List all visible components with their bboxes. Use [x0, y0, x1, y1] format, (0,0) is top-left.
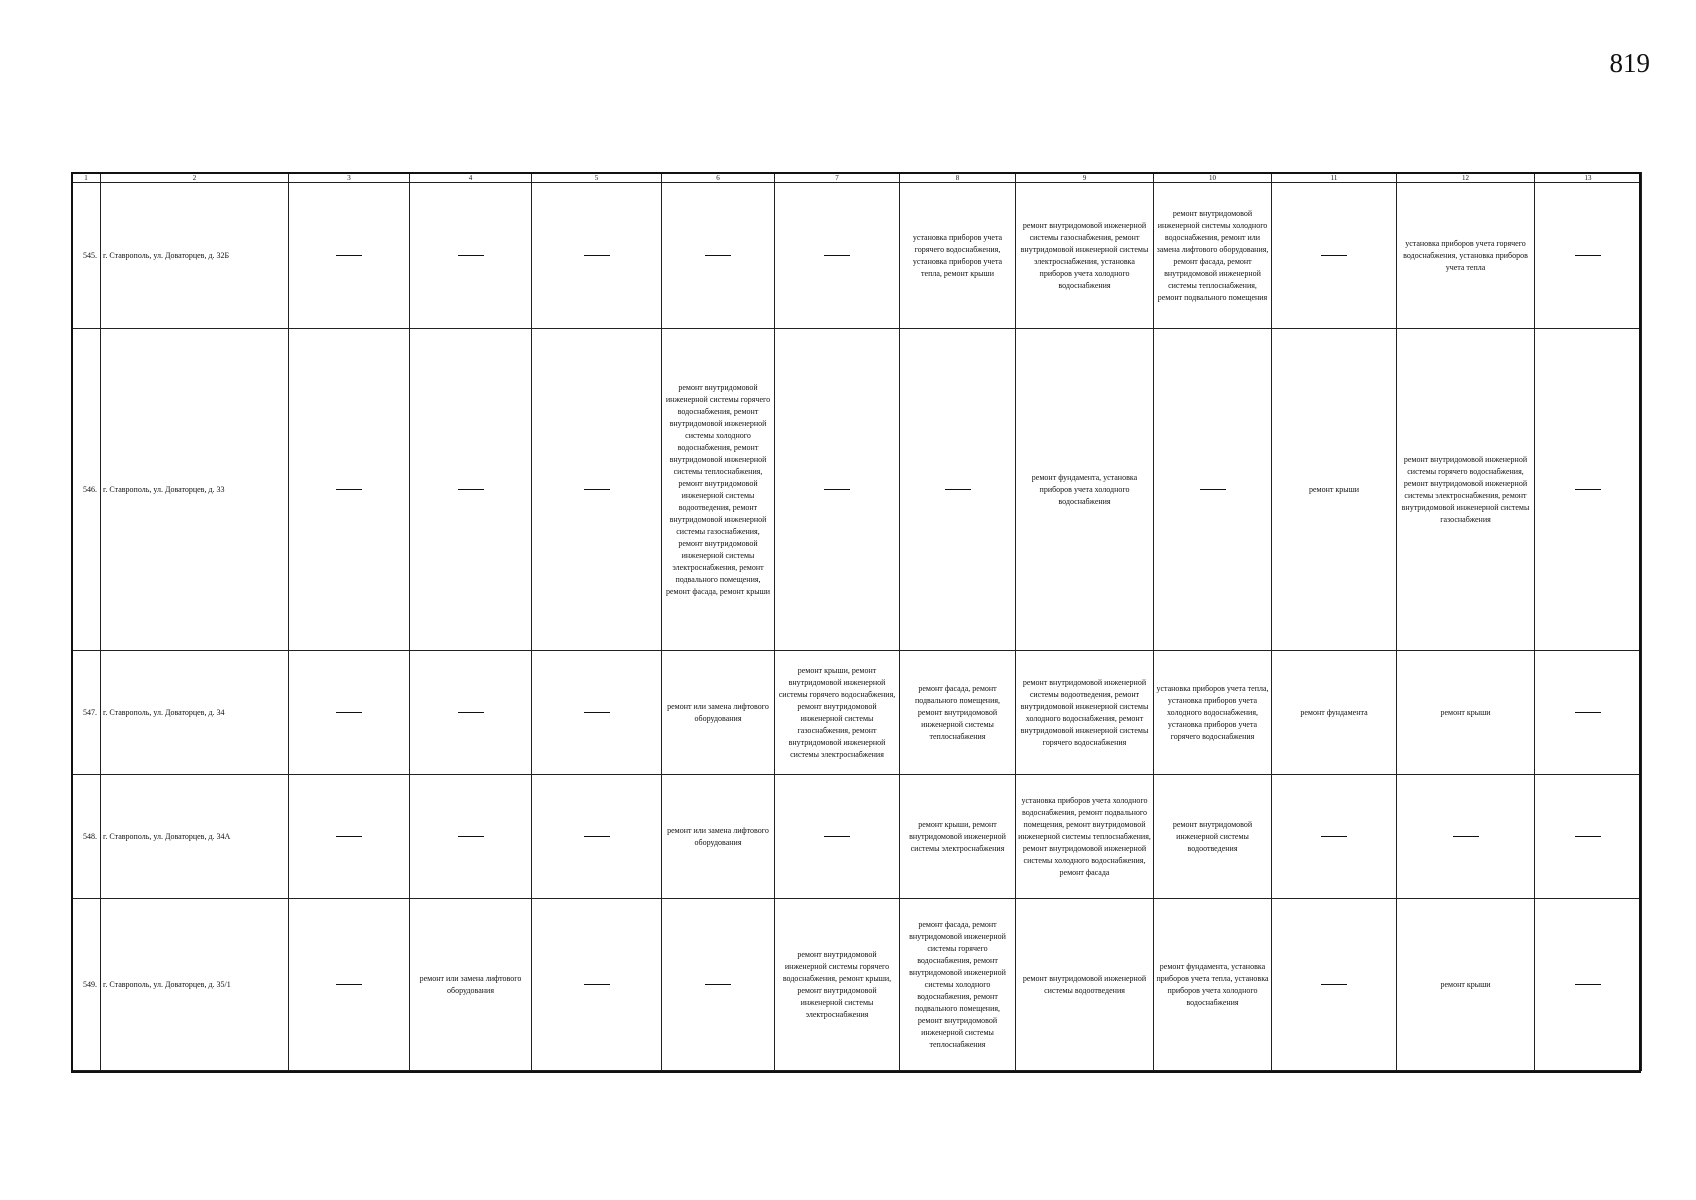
empty-dash-cell	[900, 329, 1016, 651]
empty-dash-cell	[532, 899, 662, 1071]
work-type-cell: ремонт или замена лифтового оборудования	[662, 651, 775, 775]
empty-dash-cell	[775, 775, 900, 899]
column-number: 5	[532, 173, 662, 183]
column-number: 12	[1397, 173, 1535, 183]
table-row	[72, 775, 1642, 899]
dash-mark	[336, 984, 362, 985]
empty-dash-cell	[1154, 329, 1272, 651]
dash-mark	[584, 712, 610, 713]
column-number: 11	[1272, 173, 1397, 183]
table-row	[72, 183, 1642, 329]
work-type-cell: ремонт внутридомовой инженерной системы холодного водоснабжения, ремонт или замена лифтового оборудования, ремонт фасада, ремонт внутридомовой инженерной системы теплоснабжения, ремонт подвального помещения	[1154, 183, 1272, 329]
empty-dash-cell	[410, 651, 532, 775]
dash-mark	[824, 836, 850, 837]
dash-mark	[1321, 255, 1347, 256]
work-type-cell: установка приборов учета тепла, установка приборов учета холодного водоснабжения, установка приборов учета горячего водоснабжения	[1154, 651, 1272, 775]
row-number: 549.	[72, 899, 101, 1071]
address-cell: г. Ставрополь, ул. Доваторцев, д. 32Б	[101, 183, 289, 329]
dash-mark	[584, 836, 610, 837]
row-number: 546.	[72, 329, 101, 651]
dash-mark	[1200, 489, 1226, 490]
work-type-cell: ремонт или замена лифтового оборудования	[410, 899, 532, 1071]
work-type-cell: ремонт внутридомовой инженерной системы водоотведения	[1154, 775, 1272, 899]
empty-dash-cell	[532, 651, 662, 775]
work-type-cell: ремонт внутридомовой инженерной системы горячего водоснабжения, ремонт крыши, ремонт внутридомовой инженерной системы электроснабжения	[775, 899, 900, 1071]
empty-dash-cell	[532, 775, 662, 899]
empty-dash-cell	[1535, 329, 1642, 651]
column-number: 10	[1154, 173, 1272, 183]
dash-mark	[1575, 836, 1601, 837]
dash-mark	[336, 836, 362, 837]
work-type-cell: ремонт крыши	[1397, 899, 1535, 1071]
empty-dash-cell	[1535, 651, 1642, 775]
column-number: 6	[662, 173, 775, 183]
dash-mark	[458, 712, 484, 713]
column-number: 3	[289, 173, 410, 183]
dash-mark	[1321, 984, 1347, 985]
work-type-cell: установка приборов учета холодного водоснабжения, ремонт подвального помещения, ремонт внутридомовой инженерной системы теплоснабжения, ремонт внутридомовой инженерной системы холодного водоснабжения, ремонт фасада	[1016, 775, 1154, 899]
dash-mark	[945, 489, 971, 490]
empty-dash-cell	[1272, 899, 1397, 1071]
page-number: 819	[1609, 48, 1650, 78]
empty-dash-cell	[1535, 775, 1642, 899]
empty-dash-cell	[532, 183, 662, 329]
empty-dash-cell	[775, 183, 900, 329]
empty-dash-cell	[289, 651, 410, 775]
address-cell: г. Ставрополь, ул. Доваторцев, д. 34А	[101, 775, 289, 899]
address-cell: г. Ставрополь, ул. Доваторцев, д. 33	[101, 329, 289, 651]
row-number: 547.	[72, 651, 101, 775]
dash-mark	[824, 489, 850, 490]
empty-dash-cell	[289, 329, 410, 651]
row-number: 548.	[72, 775, 101, 899]
empty-dash-cell	[1535, 899, 1642, 1071]
empty-dash-cell	[662, 899, 775, 1071]
work-type-cell: ремонт или замена лифтового оборудования	[662, 775, 775, 899]
table-row	[72, 899, 1642, 1071]
work-type-cell: ремонт внутридомовой инженерной системы водоотведения, ремонт внутридомовой инженерной системы холодного водоснабжения, ремонт внутридомовой инженерной системы горячего водоснабжения	[1016, 651, 1154, 775]
empty-dash-cell	[1535, 183, 1642, 329]
empty-dash-cell	[410, 183, 532, 329]
work-type-cell: ремонт фундамента, установка приборов учета холодного водоснабжения	[1016, 329, 1154, 651]
dash-mark	[705, 255, 731, 256]
work-type-cell: ремонт фундамента, установка приборов учета тепла, установка приборов учета холодного водоснабжения	[1154, 899, 1272, 1071]
dash-mark	[1575, 712, 1601, 713]
column-number: 8	[900, 173, 1016, 183]
row-number: 545.	[72, 183, 101, 329]
work-type-cell: ремонт внутридомовой инженерной системы горячего водоснабжения, ремонт внутридомовой инженерной системы электроснабжения, ремонт внутридомовой инженерной системы газоснабжения	[1397, 329, 1535, 651]
work-type-cell: установка приборов учета горячего водоснабжения, установка приборов учета тепла	[1397, 183, 1535, 329]
work-type-cell: ремонт внутридомовой инженерной системы горячего водоснабжения, ремонт внутридомовой инженерной системы холодного водоснабжения, ремонт внутридомовой инженерной системы теплоснабжения, ремонт внутридомовой инженерной системы водоотведения, ремонт внутридомовой инженерной системы газоснабжения, ремонт внутридомовой инженерной системы электроснабжения, ремонт подвального помещения, ремонт фасада, ремонт крыши	[662, 329, 775, 651]
address-cell: г. Ставрополь, ул. Доваторцев, д. 35/1	[101, 899, 289, 1071]
empty-dash-cell	[775, 329, 900, 651]
dash-mark	[1453, 836, 1479, 837]
column-number: 13	[1535, 173, 1642, 183]
dash-mark	[584, 255, 610, 256]
dash-mark	[336, 712, 362, 713]
work-type-cell: ремонт крыши, ремонт внутридомовой инженерной системы горячего водоснабжения, ремонт внутридомовой инженерной системы газоснабжения, ремонт внутридомовой инженерной системы электроснабжения	[775, 651, 900, 775]
empty-dash-cell	[410, 329, 532, 651]
work-type-cell: ремонт фундамента	[1272, 651, 1397, 775]
empty-dash-cell	[289, 775, 410, 899]
dash-mark	[336, 489, 362, 490]
empty-dash-cell	[1272, 775, 1397, 899]
dash-mark	[705, 984, 731, 985]
empty-dash-cell	[1397, 775, 1535, 899]
dash-mark	[1575, 489, 1601, 490]
work-type-cell: ремонт крыши	[1272, 329, 1397, 651]
work-type-cell: ремонт фасада, ремонт внутридомовой инженерной системы горячего водоснабжения, ремонт внутридомовой инженерной системы холодного водоснабжения, ремонт подвального помещения, ремонт внутридомовой инженерной системы теплоснабжения	[900, 899, 1016, 1071]
work-type-cell: ремонт фасада, ремонт подвального помещения, ремонт внутридомовой инженерной системы теплоснабжения	[900, 651, 1016, 775]
column-number: 9	[1016, 173, 1154, 183]
dash-mark	[336, 255, 362, 256]
repair-schedule-table	[71, 172, 1642, 1071]
address-cell: г. Ставрополь, ул. Доваторцев, д. 34	[101, 651, 289, 775]
dash-mark	[824, 255, 850, 256]
empty-dash-cell	[662, 183, 775, 329]
work-type-cell: ремонт крыши	[1397, 651, 1535, 775]
empty-dash-cell	[532, 329, 662, 651]
dash-mark	[458, 836, 484, 837]
dash-mark	[458, 489, 484, 490]
table-row	[72, 329, 1642, 651]
empty-dash-cell	[410, 775, 532, 899]
dash-mark	[1321, 836, 1347, 837]
column-number: 4	[410, 173, 532, 183]
work-type-cell: ремонт внутридомовой инженерной системы газоснабжения, ремонт внутридомовой инженерной системы электроснабжения, установка приборов учета холодного водоснабжения	[1016, 183, 1154, 329]
dash-mark	[584, 984, 610, 985]
dash-mark	[584, 489, 610, 490]
table-row	[72, 651, 1642, 775]
dash-mark	[1575, 984, 1601, 985]
dash-mark	[1575, 255, 1601, 256]
dash-mark	[458, 255, 484, 256]
column-number: 2	[101, 173, 289, 183]
work-type-cell: установка приборов учета горячего водоснабжения, установка приборов учета тепла, ремонт крыши	[900, 183, 1016, 329]
column-number-row	[72, 173, 1642, 183]
work-type-cell: ремонт внутридомовой инженерной системы водоотведения	[1016, 899, 1154, 1071]
empty-dash-cell	[289, 899, 410, 1071]
empty-dash-cell	[1272, 183, 1397, 329]
column-number: 1	[72, 173, 101, 183]
column-number: 7	[775, 173, 900, 183]
work-type-cell: ремонт крыши, ремонт внутридомовой инженерной системы электроснабжения	[900, 775, 1016, 899]
empty-dash-cell	[289, 183, 410, 329]
table-body	[72, 173, 1642, 1071]
